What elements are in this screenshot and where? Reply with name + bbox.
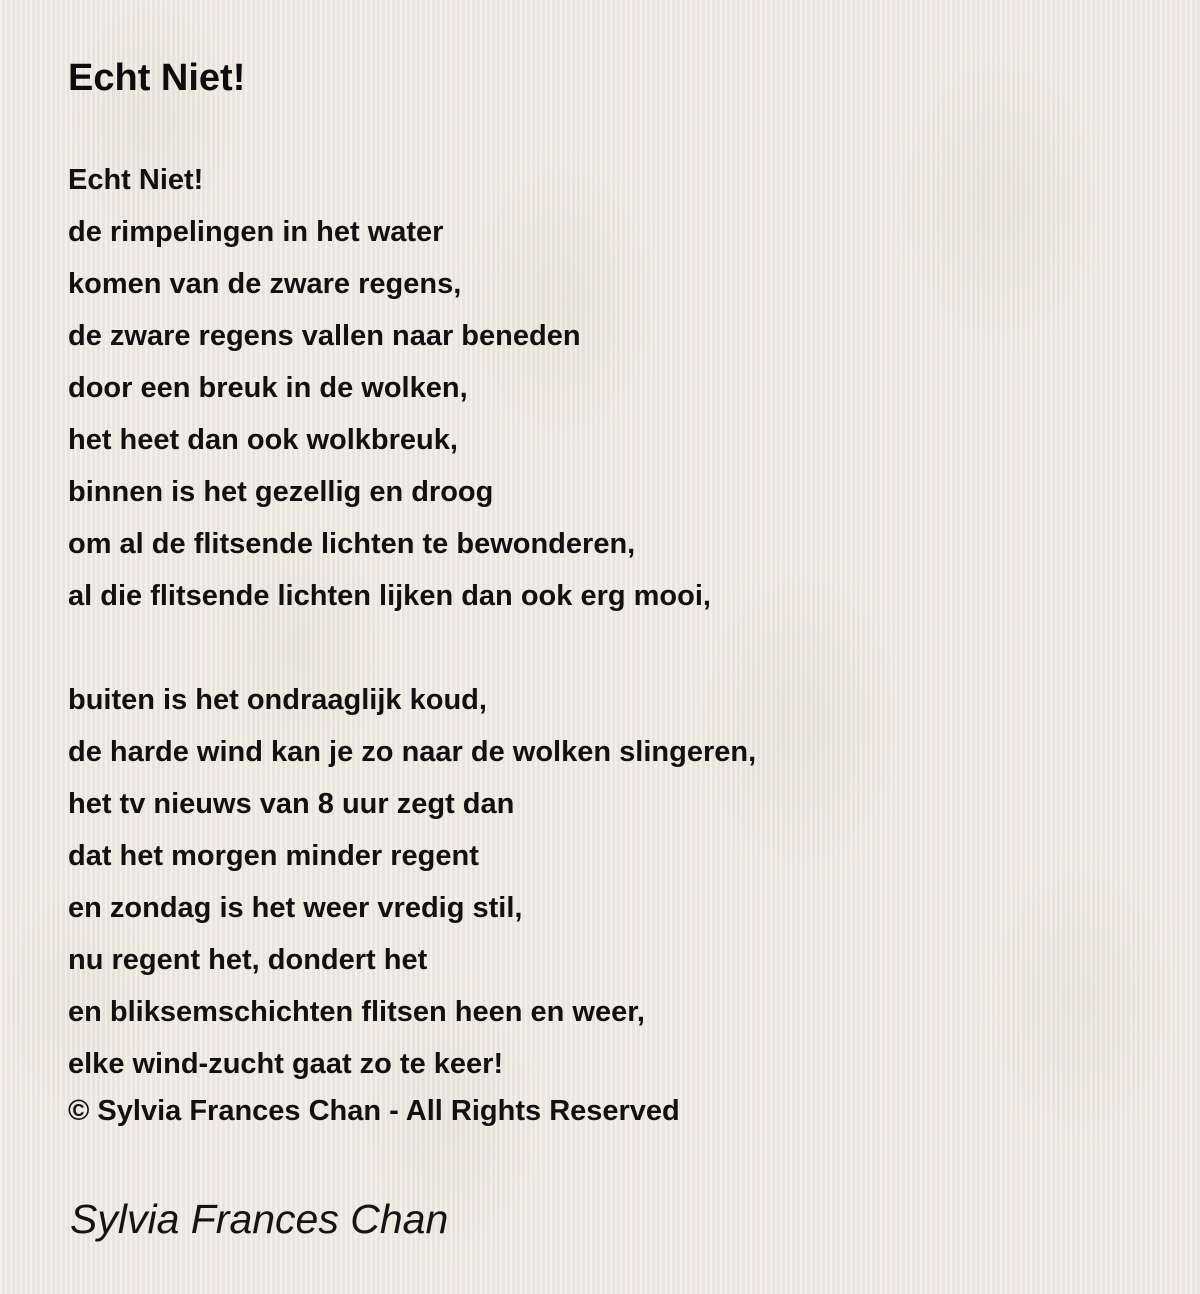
poem-line: het heet dan ook wolkbreuk, — [68, 424, 458, 456]
poem-line: en bliksemschichten flitsen heen en weer, — [68, 996, 645, 1028]
poem-line: elke wind-zucht gaat zo te keer! — [68, 1048, 504, 1080]
poem-line: de harde wind kan je zo naar de wolken slingeren, — [68, 736, 757, 768]
poem-line: komen van de zware regens, — [68, 268, 462, 300]
stanza-2 — [68, 674, 1168, 1090]
poem-title: Echt Niet! — [68, 57, 246, 99]
poem-line: al die flitsende lichten lijken dan ook erg mooi, — [68, 580, 711, 612]
poem-line: door een breuk in de wolken, — [68, 372, 468, 404]
poem-line: Echt Niet! — [68, 164, 204, 196]
poem-line: buiten is het ondraaglijk koud, — [68, 684, 487, 716]
poem-line: dat het morgen minder regent — [68, 840, 479, 872]
poem-line: nu regent het, dondert het — [68, 944, 428, 976]
poem-line: de zware regens vallen naar beneden — [68, 320, 581, 352]
poem-line: binnen is het gezellig en droog — [68, 476, 494, 508]
stanza-1 — [68, 154, 1168, 622]
author-signature: Sylvia Frances Chan — [70, 1196, 449, 1242]
stanza-break — [68, 622, 1168, 674]
poem-body — [68, 154, 1168, 1090]
poem-line: het tv nieuws van 8 uur zegt dan — [68, 788, 515, 820]
copyright-notice: © Sylvia Frances Chan - All Rights Reserved — [68, 1095, 680, 1127]
poem-line: en zondag is het weer vredig stil, — [68, 892, 523, 924]
poem-line: om al de flitsende lichten te bewonderen, — [68, 528, 636, 560]
poem-line: de rimpelingen in het water — [68, 216, 444, 248]
